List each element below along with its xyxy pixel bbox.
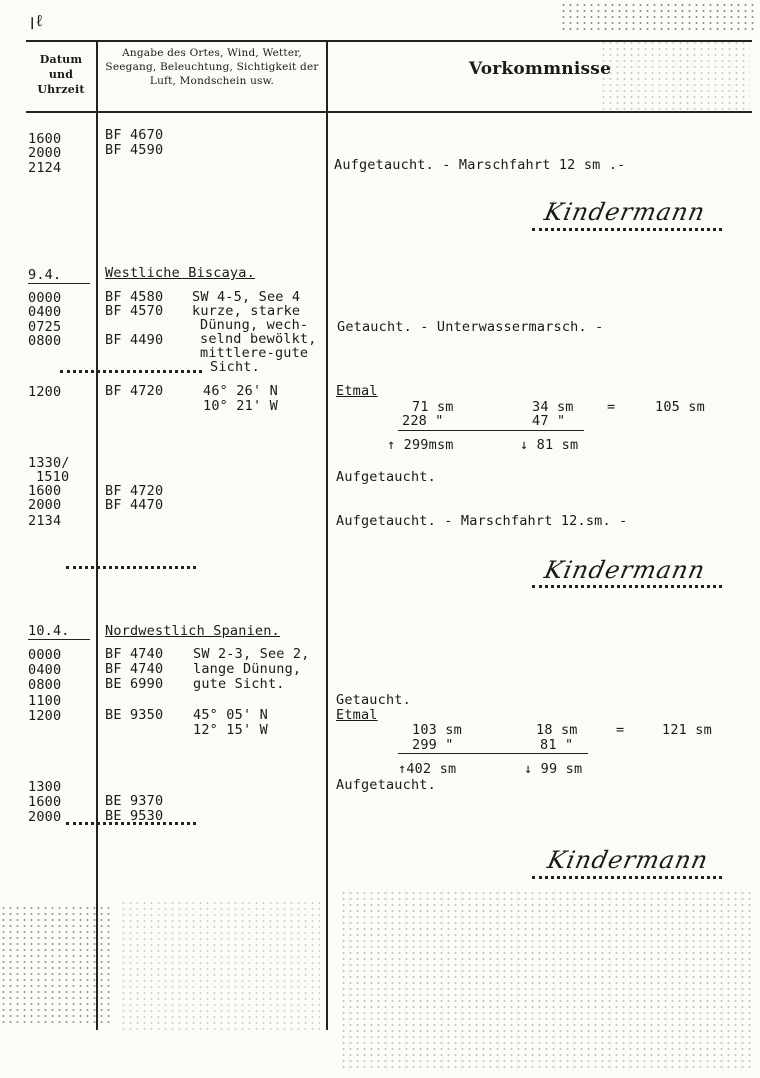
signature-line <box>532 228 722 231</box>
location-heading: Westliche Biscaya. <box>105 265 255 281</box>
weather: selnd bewölkt, <box>200 331 317 347</box>
signature: Kindermann <box>542 556 709 584</box>
time: 2134 <box>28 513 62 529</box>
etmal-sum: ↓ 99 sm <box>524 761 583 777</box>
time: 1600 <box>28 131 62 147</box>
weather: kurze, starke <box>192 303 301 319</box>
etmal-value: 103 sm <box>412 722 462 738</box>
coordinates: 12° 15' W <box>193 722 268 738</box>
header-location-weather: Angabe des Ortes, Wind, Wetter, Seegang, Beleuchtung, Sichtigkeit der Luft, Mondschein usw. <box>105 47 319 87</box>
event-text: Aufgetaucht. - Marschfahrt 12 sm .- <box>334 157 626 173</box>
weather: Sicht. <box>210 359 260 375</box>
signature: Kindermann <box>542 198 709 226</box>
event-text: Aufgetaucht. <box>336 469 436 485</box>
etmal-sum: ↑402 sm <box>398 761 457 777</box>
etmal-sum: ↓ 81 sm <box>520 437 579 453</box>
weather: SW 4-5, See 4 <box>192 289 301 305</box>
position: BF 4740 <box>105 661 164 677</box>
scan-noise <box>120 900 320 1030</box>
date-underline <box>28 639 90 640</box>
event-text: Aufgetaucht. <box>336 777 436 793</box>
position: BE 6990 <box>105 676 164 692</box>
time: 2000 <box>28 145 62 161</box>
dotted-separator <box>66 822 196 825</box>
etmal-equals: = <box>616 722 625 738</box>
etmal-value: 299 " <box>412 737 454 753</box>
time: 0000 <box>28 647 62 663</box>
header-rule <box>26 111 752 113</box>
weather: SW 2-3, See 2, <box>193 646 310 662</box>
dotted-separator <box>66 566 196 569</box>
etmal-total: 105 sm <box>655 399 705 415</box>
time: 0800 <box>28 333 62 349</box>
position: BE 9350 <box>105 707 164 723</box>
time: 1300 <box>28 779 62 795</box>
scan-noise <box>340 890 755 1070</box>
weather: Dünung, wech- <box>200 317 309 333</box>
etmal-label: Etmal <box>336 707 378 723</box>
sum-rule <box>398 430 584 431</box>
time: 1200 <box>28 384 62 400</box>
etmal-value: 228 " <box>402 413 444 429</box>
etmal-value: 47 " <box>532 413 566 429</box>
position: BF 4580 <box>105 289 164 305</box>
scan-noise <box>560 2 755 32</box>
weather: gute Sicht. <box>193 676 285 692</box>
position: BF 4720 <box>105 483 164 499</box>
time: 1330/ <box>28 455 70 471</box>
event-text: Getaucht. - Unterwassermarsch. - <box>337 319 604 335</box>
corner-mark: ꞁℓ <box>30 11 45 30</box>
time: 1100 <box>28 693 62 709</box>
time: 1600 <box>28 794 62 810</box>
position: BF 4720 <box>105 383 164 399</box>
scan-noise <box>0 905 110 1025</box>
event-text: Getaucht. <box>336 692 411 708</box>
date-underline <box>28 283 90 284</box>
time: 0400 <box>28 662 62 678</box>
etmal-value: 18 sm <box>536 722 578 738</box>
position: BF 4740 <box>105 646 164 662</box>
time: 0400 <box>28 304 62 320</box>
position: BE 9530 <box>105 808 164 824</box>
weather: mittlere-gute <box>200 345 309 361</box>
sum-rule <box>398 753 588 754</box>
position: BE 9370 <box>105 793 164 809</box>
etmal-total: 121 sm <box>662 722 712 738</box>
time: 1200 <box>28 708 62 724</box>
coordinates: 45° 05' N <box>193 707 268 723</box>
time: 1510 <box>36 469 70 485</box>
signature-line <box>532 585 722 588</box>
header-events: Vorkommnisse <box>468 59 612 79</box>
header-date-time: Datum und Uhrzeit <box>37 53 85 96</box>
signature: Kindermann <box>545 846 712 874</box>
position: BF 4570 <box>105 303 164 319</box>
time: 0800 <box>28 677 62 693</box>
location-heading: Nordwestlich Spanien. <box>105 623 280 639</box>
time: 0000 <box>28 290 62 306</box>
date: 9.4. <box>28 267 62 283</box>
time: 2000 <box>28 809 62 825</box>
etmal-equals: = <box>607 399 616 415</box>
position: BF 4590 <box>105 142 164 158</box>
weather: lange Dünung, <box>193 661 302 677</box>
coordinates: 10° 21' W <box>203 398 278 414</box>
signature-line <box>532 876 722 879</box>
date: 10.4. <box>28 623 70 639</box>
etmal-value: 71 sm <box>412 399 454 415</box>
time: 2000 <box>28 497 62 513</box>
event-text: Aufgetaucht. - Marschfahrt 12.sm. - <box>336 513 628 529</box>
position: BF 4470 <box>105 497 164 513</box>
etmal-value: 34 sm <box>532 399 574 415</box>
time: 0725 <box>28 319 62 335</box>
top-rule <box>26 40 752 42</box>
position: BF 4490 <box>105 332 164 348</box>
column-rule-2 <box>326 40 328 1030</box>
etmal-value: 81 " <box>540 737 574 753</box>
coordinates: 46° 26' N <box>203 383 278 399</box>
etmal-label: Etmal <box>336 383 378 399</box>
time: 2124 <box>28 160 62 176</box>
etmal-sum: ↑ 299msm <box>387 437 454 453</box>
column-rule-1 <box>96 40 98 1030</box>
time: 1600 <box>28 483 62 499</box>
position: BF 4670 <box>105 127 164 143</box>
dotted-separator <box>60 370 202 373</box>
